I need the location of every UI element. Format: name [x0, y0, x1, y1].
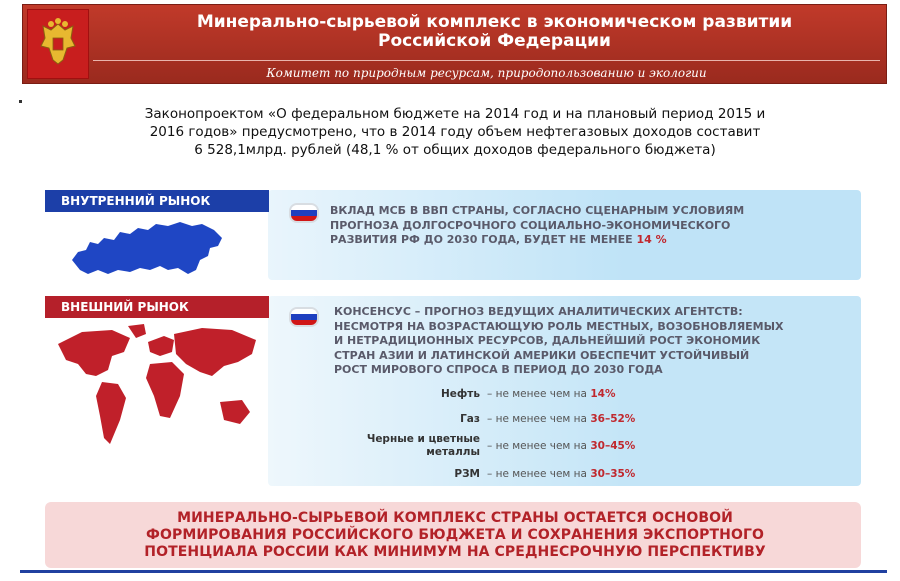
- external-line5: РОСТ МИРОВОГО СПРОСА В ПЕРИОД ДО 2030 ГОДА: [334, 363, 663, 376]
- conclusion-line1: МИНЕРАЛЬНО-СЫРЬЕВОЙ КОМПЛЕКС СТРАНЫ ОСТАЕТСЯ ОСНОВОЙ: [177, 510, 733, 526]
- resource-percent: 30–45%: [590, 440, 636, 452]
- resource-value: [487, 388, 615, 401]
- domestic-text: [330, 204, 850, 248]
- header-title-line2: Российской Федерации: [378, 31, 611, 51]
- external-line3: И НЕТРАДИЦИОННЫХ РЕСУРСОВ, ДАЛЬНЕЙШИЙ РОСТ ЭКОНОМИК: [334, 334, 761, 347]
- domestic-highlight: 14 %: [636, 233, 667, 246]
- conclusion-text: [70, 510, 840, 561]
- external-text: [334, 305, 859, 378]
- resource-prefix: – не менее чем на: [487, 468, 591, 480]
- intro-line2: 2016 годов» предусмотрено, что в 2014 году объем нефтегазовых доходов составит: [149, 124, 761, 140]
- resource-name: Газ: [460, 413, 480, 425]
- resource-percent: 30–35%: [590, 468, 636, 480]
- resource-prefix: – не менее чем на: [487, 388, 591, 400]
- russian-flag-icon: [289, 203, 319, 223]
- resource-prefix: – не менее чем на: [487, 413, 591, 425]
- conclusion-line3: ПОТЕНЦИАЛА РОССИИ КАК МИНИМУМ НА СРЕДНЕСРОЧНУЮ ПЕРСПЕКТИВУ: [144, 544, 766, 560]
- domestic-market-label: ВНУТРЕННИЙ РЫНОК: [45, 190, 269, 212]
- header-banner: [22, 4, 887, 84]
- external-line2: НЕСМОТРЯ НА ВОЗРАСТАЮЩУЮ РОЛЬ МЕСТНЫХ, ВОЗОБНОВЛЯЕМЫХ: [334, 319, 784, 333]
- domestic-line1: ВКЛАД МСБ В ВВП СТРАНЫ, СОГЛАСНО СЦЕНАРНЫМ УСЛОВИЯМ: [330, 204, 745, 217]
- domestic-line3: [330, 233, 850, 248]
- header-title: [143, 13, 846, 51]
- header-divider: [93, 60, 880, 61]
- external-market-label: ВНЕШНИЙ РЫНОК: [45, 296, 269, 318]
- russian-flag-icon-2: [289, 307, 319, 327]
- russia-map-icon: [68, 216, 228, 280]
- domestic-line2: ПРОГНОЗА ДОЛГОСРОЧНОГО СОЦИАЛЬНО-ЭКОНОМИЧЕСКОГО: [330, 218, 731, 232]
- bullet-dot: [19, 100, 22, 103]
- header-subtitle: Комитет по природным ресурсам, природопользованию и экологии: [266, 66, 707, 80]
- resource-value: [487, 440, 635, 453]
- resource-value: [487, 413, 635, 426]
- conclusion-line2: ФОРМИРОВАНИЯ РОССИЙСКОГО БЮДЖЕТА И СОХРАНЕНИЯ ЭКСПОРТНОГО: [145, 527, 765, 543]
- intro-text: [50, 105, 860, 159]
- resource-percent: 14%: [590, 388, 616, 400]
- world-map-icon: [52, 320, 264, 480]
- header-title-line1: Минерально-сырьевой комплекс в экономическом развитии: [196, 12, 793, 32]
- bottom-divider: [20, 570, 887, 573]
- external-line4: СТРАН АЗИИ И ЛАТИНСКОЙ АМЕРИКИ ОБЕСПЕЧИТ УСТОЙЧИВЫЙ: [334, 348, 750, 362]
- coat-of-arms-emblem-icon: [27, 9, 89, 79]
- intro-line3: 6 528,1млрд. рублей (48,1 % от общих доходов федерального бюджета): [194, 142, 716, 158]
- resource-name: РЗМ: [454, 468, 480, 480]
- intro-line1: Законопроектом «О федеральном бюджете на 2014 год и на плановый период 2015 и: [144, 106, 766, 122]
- external-line1: КОНСЕНСУС – ПРОГНОЗ ВЕДУЩИХ АНАЛИТИЧЕСКИХ АГЕНТСТВ:: [334, 305, 743, 318]
- resource-name: Черные и цветные металлы: [366, 433, 480, 458]
- resource-prefix: – не менее чем на: [487, 440, 591, 452]
- domestic-line3-text: РАЗВИТИЯ РФ ДО 2030 ГОДА, БУДЕТ НЕ МЕНЕЕ: [330, 233, 637, 246]
- resource-name: Нефть: [440, 388, 480, 400]
- resource-percent: 36–52%: [590, 413, 636, 425]
- resource-value: [487, 468, 635, 481]
